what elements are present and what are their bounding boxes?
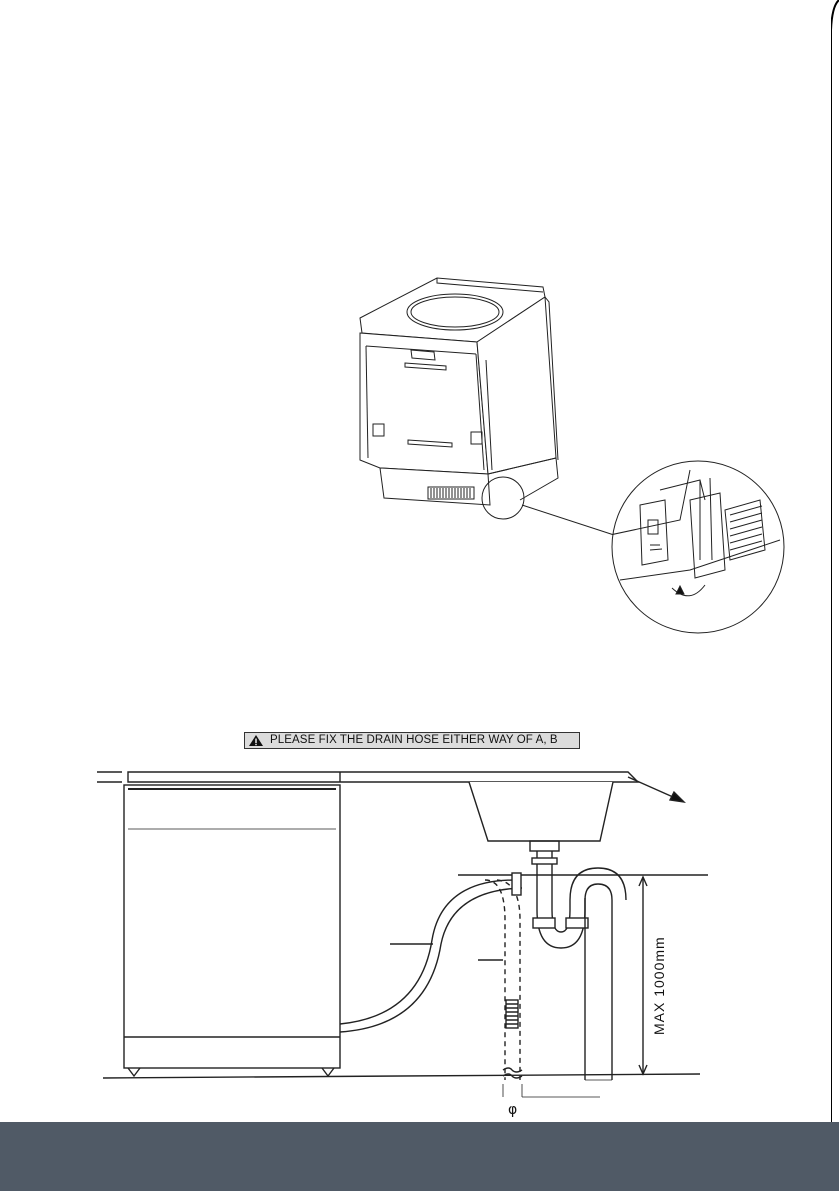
diameter-label: φ	[508, 1102, 518, 1118]
dishwasher-front	[124, 785, 340, 1068]
warning-text: PLEASE FIX THE DRAIN HOSE EITHER WAY OF A, B	[270, 734, 558, 746]
drain-hose-diagram	[97, 772, 708, 1097]
sink-trap	[533, 864, 626, 1080]
dishwasher-isometric-illustration	[360, 278, 614, 535]
door-panel	[360, 333, 488, 474]
warning-banner	[244, 732, 580, 749]
sink-basin	[469, 782, 613, 841]
floor-line	[103, 1074, 700, 1078]
detail-zoom-illustration	[610, 461, 784, 633]
footer-bar	[0, 1122, 839, 1191]
drain-hose-b	[485, 880, 505, 1080]
warning-triangle-icon	[248, 734, 264, 747]
countertop	[97, 772, 122, 782]
drain-hose-a	[340, 880, 515, 1024]
max-height-label: MAX 1000mm	[651, 936, 667, 1035]
